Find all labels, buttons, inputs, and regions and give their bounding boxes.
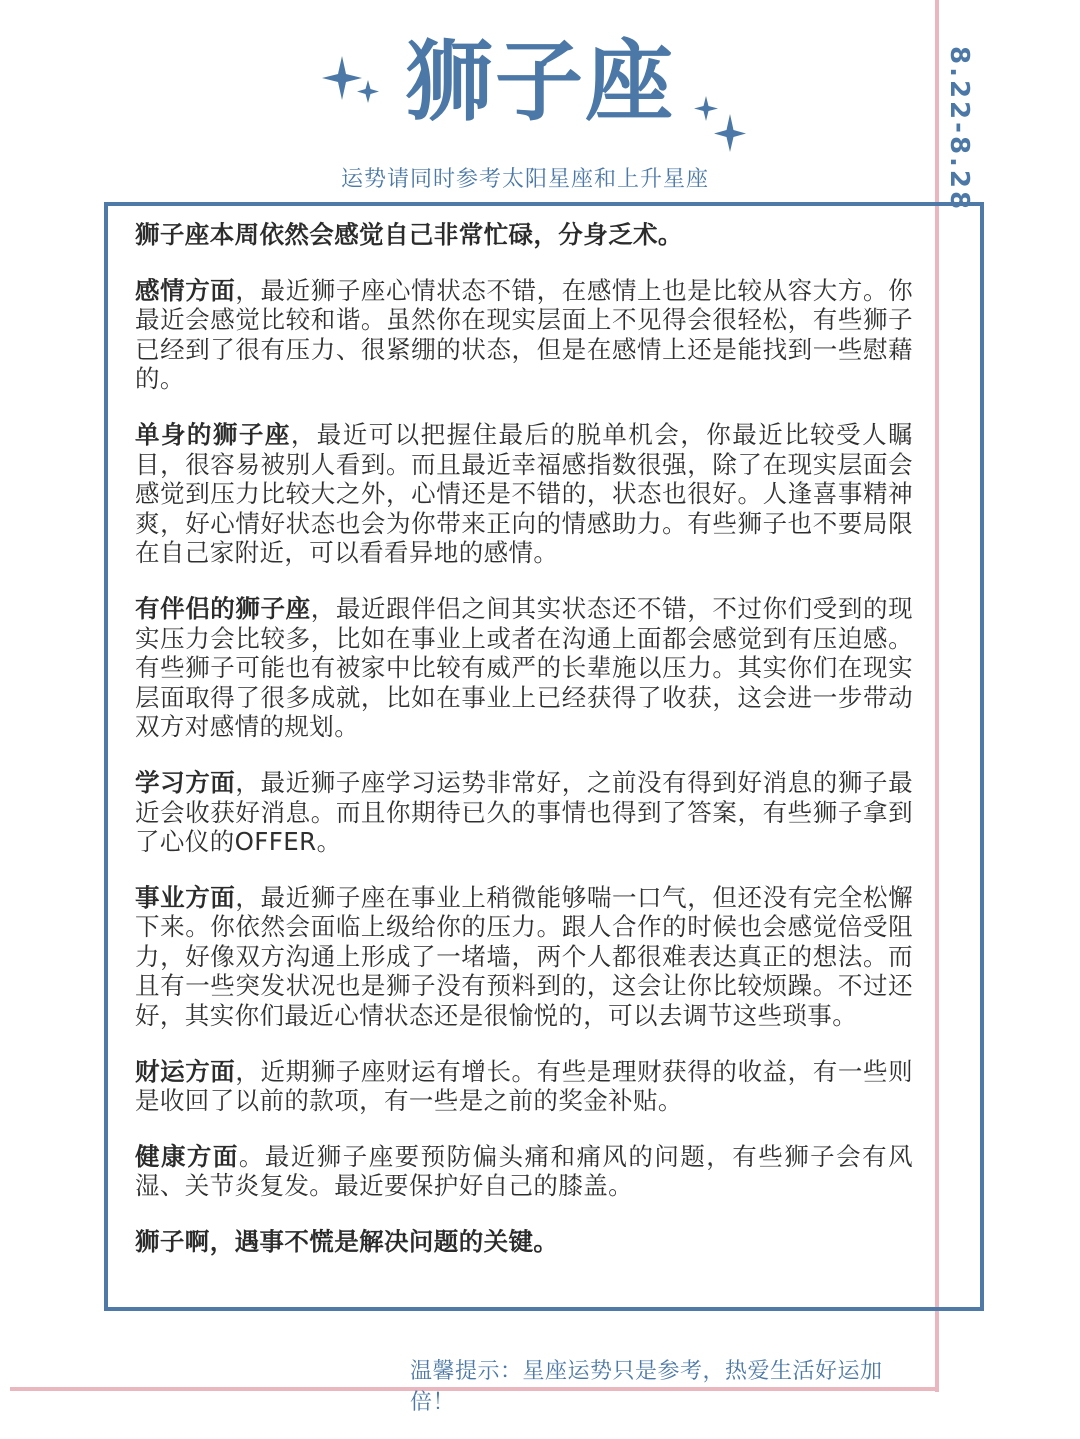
- section-love: [135, 276, 913, 394]
- section-text: ，最近狮子座在事业上稍微能够喘一口气，但还没有完全松懈下来。你依然会面临上级给你的压力。跟人合作的时候也会感觉倍受阻力，好像双方沟通上形成了一堵墙，两个人都很难表达真正的想法。而且有一些突发状况也是狮子没有预料到的，这会让你比较烦躁。不过还好，其实你们最近心情状态还是很愉悦的，可以去调节这些琐事。: [135, 882, 913, 1031]
- section-text: ，最近跟伴侣之间其实状态还不错，不过你们受到的现实压力会比较多，比如在事业上或者在沟通上面都会感觉到有压迫感。有些狮子可能也有被家中比较有威严的长辈施以压力。其实你们在现实层面取得了很多成就，比如在事业上已经获得了收获，这会进一步带动双方对感情的规划。: [135, 593, 913, 742]
- section-text: 。最近狮子座要预防偏头痛和痛风的问题，有些狮子会有风湿、关节炎复发。最近要保护好自己的膝盖。: [135, 1141, 913, 1201]
- section-study: [135, 768, 913, 857]
- section-text: ，最近狮子座心情状态不错，在感情上也是比较从容大方。你最近会感觉比较和谐。虽然你在现实层面上不见得会很轻松，有些狮子已经到了很有压力、很紧绷的状态，但是在感情上还是能找到一些慰藉的。: [135, 275, 913, 394]
- article-body: [135, 220, 913, 1257]
- closing-line: 狮子啊，遇事不慌是解决问题的关键。: [135, 1227, 559, 1257]
- section-heading: 有伴侣的狮子座: [135, 593, 311, 623]
- subtitle: 运势请同时参考太阳星座和上升星座: [340, 167, 709, 192]
- section-heading: 感情方面: [135, 275, 236, 305]
- date-range: 8.22-8.28: [944, 46, 974, 213]
- section-heading: 健康方面: [135, 1141, 239, 1171]
- section-partnered: [135, 594, 913, 742]
- section-text: ，最近狮子座学习运势非常好，之前没有得到好消息的狮子最近会收获好消息。而且你期待已久的事情也得到了答案，有些狮子拿到了心仪的OFFER。: [135, 767, 913, 857]
- section-heading: 单身的狮子座: [135, 419, 291, 449]
- section-heading: 财运方面: [135, 1056, 236, 1086]
- section-heading: 学习方面: [135, 767, 236, 797]
- intro-line: 狮子座本周依然会感觉自己非常忙碌，分身乏术。: [135, 220, 683, 249]
- section-text: ，最近可以把握住最后的脱单机会，你最近比较受人瞩目，很容易被别人看到。而且最近幸福感指数很强，除了在现实层面会感觉到压力比较大之外，心情还是不错的，状态也很好。人逢喜事精神爽，好心情好状态也会为你带来正向的情感助力。有些狮子也不要局限在自己家附近，可以看看异地的感情。: [135, 419, 913, 568]
- section-wealth: [135, 1057, 913, 1116]
- section-health: [135, 1142, 913, 1201]
- footer-tip: 温馨提示：星座运势只是参考，热爱生活好运加倍！: [410, 1359, 883, 1415]
- section-single: [135, 420, 913, 568]
- page-title: 狮子座: [404, 30, 675, 133]
- section-text: ，近期狮子座财运有增长。有些是理财获得的收益，有一些则是收回了以前的款项，有一些是之前的奖金补贴。: [135, 1056, 913, 1116]
- sparkle-icon: [322, 52, 384, 108]
- section-heading: 事业方面: [135, 882, 236, 912]
- sparkle-icon: [692, 92, 748, 154]
- section-career: [135, 883, 913, 1031]
